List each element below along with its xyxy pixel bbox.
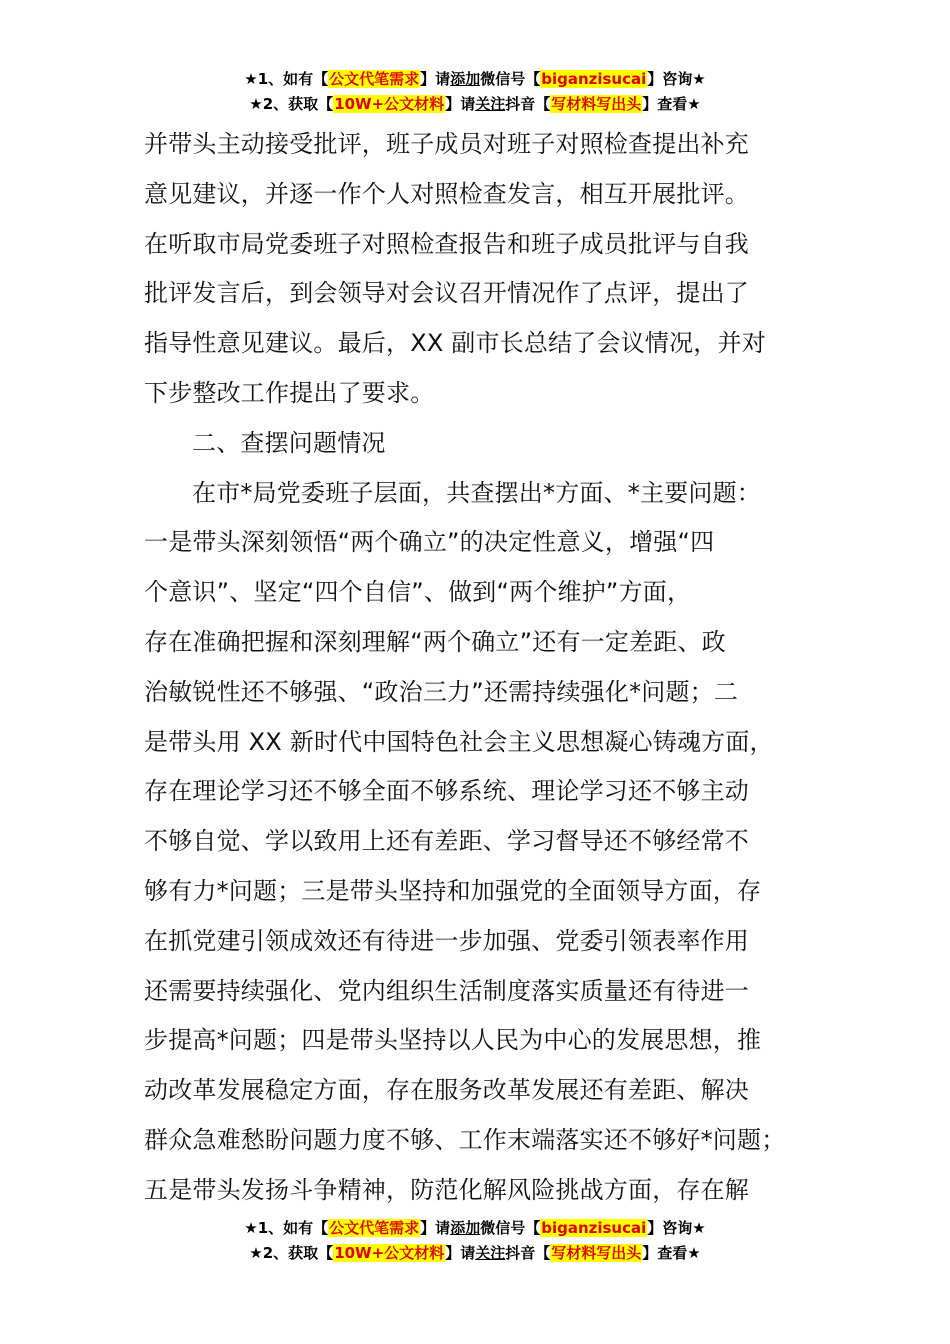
- banner-line-2: [0, 1241, 950, 1266]
- banner-text: ★2、获取【: [249, 1244, 334, 1262]
- banner-text: 抖音【: [505, 1244, 551, 1262]
- banner-text: 】请: [420, 70, 451, 88]
- paragraph-line: 存在准确把握和深刻理解“两个确立”还有一定差距、政: [144, 627, 726, 656]
- banner-text: 抖音【: [505, 95, 551, 113]
- banner-text: 】查看★: [642, 1244, 701, 1262]
- paragraph-line: 指导性意见建议。最后，XX 副市长总结了会议情况，并对: [144, 329, 766, 358]
- paragraph-line: 够有力*问题；三是带头坚持和加强党的全面领导方面，存: [144, 876, 762, 905]
- paragraph-line: 是带头用 XX 新时代中国特色社会主义思想凝心铸魂方面，: [144, 727, 774, 756]
- paragraph-line: 在听取市局党委班子对照检查报告和班子成员批评与自我: [144, 229, 749, 258]
- banner-text: 】咨询★: [647, 1219, 706, 1237]
- paragraph-line: 治敏锐性还不够强、“政治三力”还需持续强化*问题；二: [144, 677, 739, 706]
- banner-text: 微信号【: [480, 1219, 541, 1237]
- highlight-label: 公文代笔需求: [329, 70, 420, 88]
- document-body: [144, 120, 812, 1216]
- paragraph-line: 群众急难愁盼问题力度不够、工作末端落实还不够好*问题；: [144, 1125, 786, 1154]
- banner-text: 】查看★: [642, 95, 701, 113]
- douyin-account: 写材料写出头: [551, 95, 642, 113]
- paragraph-line: 还需要持续强化、党内组织生活制度落实质量还有待进一: [144, 976, 749, 1005]
- paragraph-line: 在抓党建引领成效还有待进一步加强、党委引领表率作用: [144, 926, 749, 955]
- paragraph-line: 步提高*问题；四是带头坚持以人民为中心的发展思想，推: [144, 1026, 762, 1055]
- banner-text: 】咨询★: [647, 70, 706, 88]
- paragraph-line: 并带头主动接受批评，班子成员对班子对照检查提出补充: [144, 130, 749, 158]
- paragraph-line: 个意识”、坚定“四个自信”、做到“两个维护”方面，: [144, 578, 692, 607]
- paragraph-line: 在市*局党委班子层面，共查摆出*方面、*主要问题：: [192, 478, 761, 507]
- paragraph-line: 不够自觉、学以致用上还有差距、学习督导还不够经常不: [144, 827, 749, 856]
- banner-text: 】请: [445, 1244, 476, 1262]
- douyin-account: 写材料写出头: [551, 1244, 642, 1262]
- banner-text: ★2、获取【: [249, 95, 334, 113]
- banner-text: ★1、如有【: [244, 70, 329, 88]
- paragraph-line: 一是带头深刻领悟“两个确立”的决定性意义，增强“四: [144, 528, 715, 557]
- underlined-text: 关注: [475, 95, 506, 113]
- highlight-label: 10W+公文材料: [334, 1244, 445, 1262]
- paragraph-line: 动改革发展稳定方面，存在服务改革发展还有差距、解决: [144, 1076, 749, 1105]
- paragraph-line: 下步整改工作提出了要求。: [144, 378, 435, 407]
- underlined-text: 关注: [475, 1244, 506, 1262]
- wechat-id: biganzisucai: [541, 1219, 647, 1237]
- paragraph-line: 批评发言后，到会领导对会议召开情况作了点评，提出了: [144, 279, 749, 308]
- underlined-text: 添加: [450, 70, 481, 88]
- banner-line-1: [0, 67, 950, 92]
- header-banner: [0, 67, 950, 117]
- banner-text: ★1、如有【: [244, 1219, 329, 1237]
- wechat-id: biganzisucai: [541, 70, 647, 88]
- banner-text: 】请: [445, 95, 476, 113]
- footer-banner: [0, 1216, 950, 1266]
- paragraph-line: 意见建议，并逐一作个人对照检查发言，相互开展批评。: [144, 179, 749, 208]
- banner-text: 】请: [420, 1219, 451, 1237]
- paragraph-line: 存在理论学习还不够全面不够系统、理论学习还不够主动: [144, 777, 749, 806]
- banner-text: 微信号【: [480, 70, 541, 88]
- paragraph-line: 五是带头发扬斗争精神，防范化解风险挑战方面，存在解: [144, 1175, 749, 1204]
- banner-line-2: [0, 92, 950, 117]
- banner-line-1: [0, 1216, 950, 1241]
- highlight-label: 公文代笔需求: [329, 1219, 420, 1237]
- section-heading: 二、查摆问题情况: [192, 428, 386, 457]
- highlight-label: 10W+公文材料: [334, 95, 445, 113]
- underlined-text: 添加: [450, 1219, 481, 1237]
